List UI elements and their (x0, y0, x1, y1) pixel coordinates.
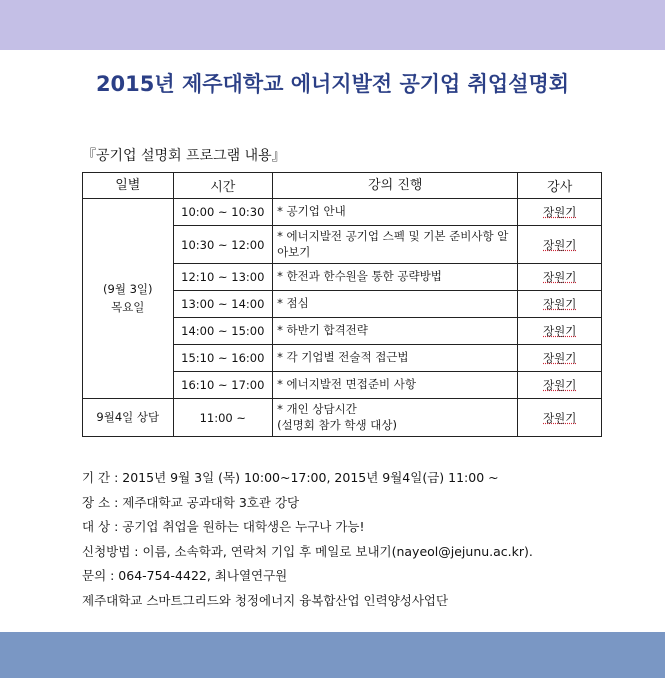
program-table (82, 172, 602, 437)
table-row (83, 199, 602, 226)
lecturer-name: 장원기 (543, 324, 577, 338)
info-target: 대 상 : 공기업 취업을 원하는 대학생은 누구나 가능! (82, 519, 365, 534)
time-cell: 14:00 ~ 15:00 (173, 318, 273, 345)
program-cell: * 공기업 안내 (273, 199, 518, 226)
program-cell: * 하반기 합격전략 (273, 318, 518, 345)
lecturer-name: 장원기 (543, 297, 577, 311)
time-cell: 10:30 ~ 12:00 (173, 226, 273, 264)
bottom-band (0, 632, 665, 678)
lecturer-cell (518, 399, 602, 437)
day-date: (9월 3일) (103, 282, 153, 297)
time-cell: 15:10 ~ 16:00 (173, 345, 273, 372)
info-period: 기 간 : 2015년 9월 3일 (목) 10:00~17:00, 2015년 9월4일(금) 11:00 ~ (82, 470, 499, 485)
program-cell: * 점심 (273, 291, 518, 318)
top-band (0, 0, 665, 50)
lecturer-name: 장원기 (543, 237, 577, 252)
lecturer-name: 장원기 (543, 351, 577, 365)
header-lecturer: 강사 (518, 173, 602, 199)
program-line: (설명회 참가 학생 대상) (277, 417, 397, 432)
lecturer-cell (518, 291, 602, 318)
day-weekday: 목요일 (111, 299, 145, 314)
section-heading: 『공기업 설명회 프로그램 내용』 (82, 148, 286, 164)
lecturer-cell (518, 226, 602, 264)
info-organization: 제주대학교 스마트그리드와 청정에너지 융복합산업 인력양성사업단 (82, 592, 449, 608)
lecturer-name: 장원기 (543, 270, 577, 284)
time-cell: 12:10 ~ 13:00 (173, 264, 273, 291)
lecturer-cell (518, 345, 602, 372)
program-cell: * 에너지발전 공기업 스펙 및 기본 준비사항 알아보기 (273, 226, 518, 264)
lecturer-name: 장원기 (543, 205, 577, 219)
program-cell: * 한전과 한수원을 통한 공략방법 (273, 264, 518, 291)
time-cell: 13:00 ~ 14:00 (173, 291, 273, 318)
program-cell: * 각 기업별 전술적 접근법 (273, 345, 518, 372)
header-time: 시간 (173, 173, 273, 199)
lecturer-name: 장원기 (543, 378, 577, 392)
header-day: 일별 (83, 173, 174, 199)
lecturer-cell (518, 264, 602, 291)
program-line: * 개인 상담시간 (277, 401, 357, 416)
time-cell: 16:10 ~ 17:00 (173, 372, 273, 399)
info-contact: 문의 : 064-754-4422, 최나열연구원 (82, 568, 288, 583)
header-program: 강의 진행 (273, 173, 518, 199)
day-cell (83, 199, 174, 399)
lecturer-cell (518, 372, 602, 399)
lecturer-cell (518, 318, 602, 345)
program-cell: * 에너지발전 면접준비 사항 (273, 372, 518, 399)
table-header-row (83, 173, 602, 199)
table-row (83, 399, 602, 437)
event-info (82, 466, 642, 613)
time-cell: 10:00 ~ 10:30 (173, 199, 273, 226)
consult-day-cell: 9월4일 상담 (83, 399, 174, 437)
lecturer-name: 장원기 (543, 410, 577, 425)
time-cell: 11:00 ~ (173, 399, 273, 437)
lecturer-cell (518, 199, 602, 226)
program-cell (273, 399, 518, 437)
page-title: 2015년 제주대학교 에너지발전 공기업 취업설명회 (95, 72, 570, 96)
info-place: 장 소 : 제주대학교 공과대학 3호관 강당 (82, 494, 300, 510)
info-apply: 신청방법 : 이름, 소속학과, 연락처 기입 후 메일로 보내기(nayeol@jejunu.ac.kr). (82, 543, 533, 559)
